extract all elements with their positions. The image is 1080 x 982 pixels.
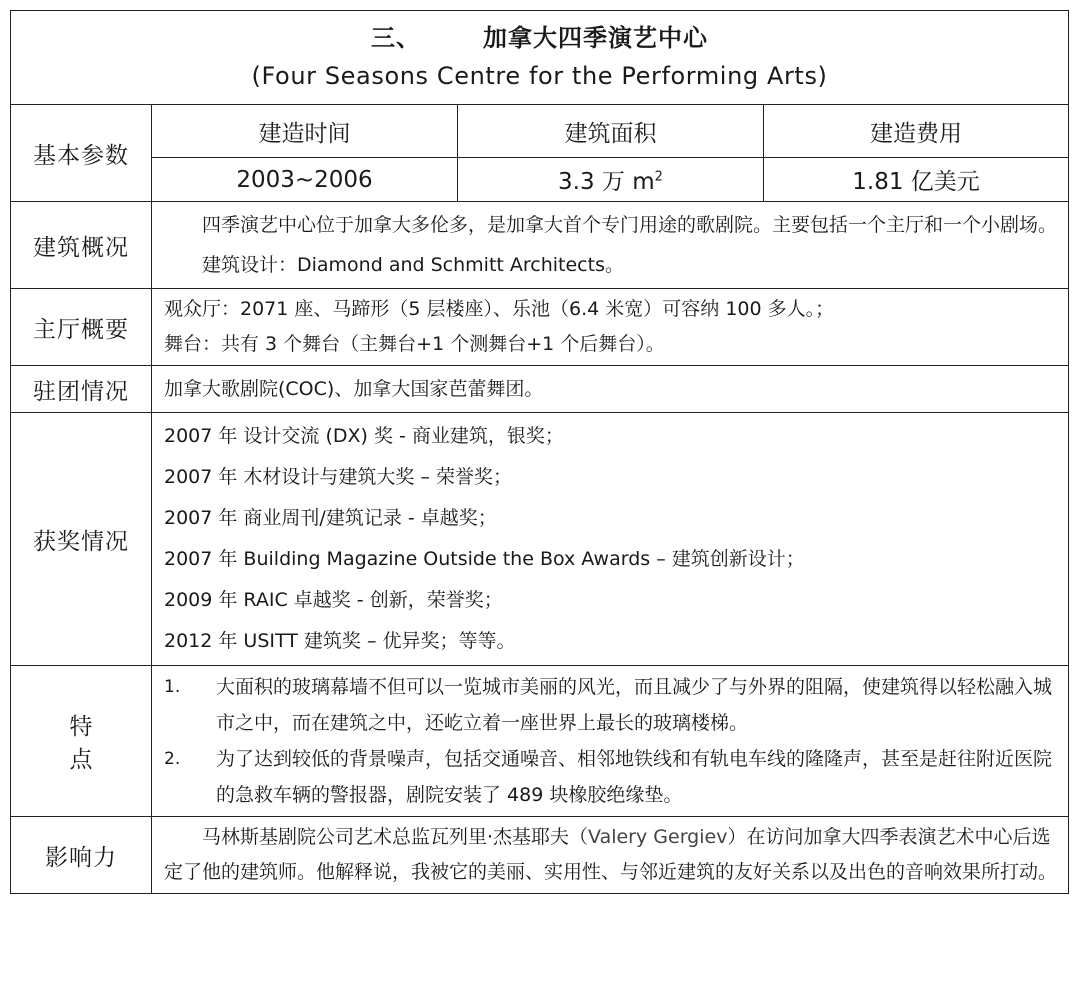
build-time-value: 2003~2006 [152, 158, 458, 202]
build-cost-value: 1.81 亿美元 [764, 158, 1069, 202]
basic-params-label: 基本参数 [11, 105, 152, 202]
build-area-number: 3.3 万 m [558, 169, 655, 195]
title-cell [11, 11, 1069, 105]
feature-text: 大面积的玻璃幕墙不但可以一览城市美丽的风光，而且减少了与外界的阻隔，使建筑得以轻松融入城市之中，而在建筑之中，还屹立着一座世界上最长的玻璃楼梯。 [216, 676, 1053, 734]
feature-number: 2. [164, 749, 181, 769]
influence-paragraph [164, 820, 1058, 890]
overview-paragraph-1: 四季演艺中心位于加拿大多伦多，是加拿大首个专门用途的歌剧院。主要包括一个主厅和一个小剧场。 [202, 214, 1058, 236]
feature-text: 为了达到较低的背景噪声，包括交通噪音、相邻地铁线和有轨电车线的隆隆声，甚至是赶往附近医院的急救车辆的警报器，剧院安装了 489 块橡胶绝缘垫。 [216, 748, 1053, 806]
section-number: 三、 [371, 24, 422, 53]
influence-content [152, 817, 1069, 894]
overview-label: 建筑概况 [11, 202, 152, 289]
resident-row [11, 366, 1069, 413]
area-unit-superscript: 2 [654, 169, 663, 185]
basic-params-header-row [11, 105, 1069, 158]
hall-line-1: 观众厅：2071 座、马蹄形（5 层楼座）、乐池（6.4 米宽）可容纳 100 多人。； [164, 298, 835, 320]
title-chinese-text: 加拿大四季演艺中心 [483, 24, 709, 53]
hall-content [152, 289, 1069, 366]
feature-item-2 [164, 741, 1058, 813]
award-item: 2007 年 商业周刊/建筑记录 - 卓越奖； [164, 507, 497, 529]
award-item: 2007 年 木材设计与建筑大奖 – 荣誉奖； [164, 466, 513, 488]
hall-row [11, 289, 1069, 366]
awards-label: 获奖情况 [11, 413, 152, 666]
build-time-header: 建造时间 [152, 105, 458, 158]
award-item: 2012 年 USITT 建筑奖 – 优异奖；等等。 [164, 630, 516, 652]
features-row [11, 666, 1069, 817]
overview-paragraph-2: 建筑设计：Diamond and Schmitt Architects。 [202, 254, 624, 276]
awards-content [152, 413, 1069, 666]
hall-label: 主厅概要 [11, 289, 152, 366]
title-row [11, 11, 1069, 105]
feature-number: 1. [164, 677, 181, 697]
build-cost-header: 建造费用 [764, 105, 1069, 158]
influence-text-a: 马林斯基剧院公司艺术总监瓦列里·杰基耶夫（ [202, 826, 589, 848]
awards-row [11, 413, 1069, 666]
influence-text-b: ）在访问加拿大四季表演艺术中心后选定了他的建筑师。他解释说，我被它的美丽、实用性、与邻近建筑的友好关系以及出色的音响效果所打动。 [164, 826, 1058, 883]
hall-line-2: 舞台：共有 3 个舞台（主舞台+1 个测舞台+1 个后舞台）。 [164, 333, 665, 355]
feature-item-1 [164, 669, 1058, 741]
features-content [152, 666, 1069, 817]
resident-label: 驻团情况 [11, 366, 152, 413]
award-item: 2007 年 设计交流 (DX) 奖 - 商业建筑，银奖； [164, 425, 564, 447]
title-english: (Four Seasons Centre for the Performing Arts) [251, 61, 828, 90]
title-chinese [11, 20, 1068, 57]
influence-label: 影响力 [11, 817, 152, 894]
build-area-value [458, 158, 764, 202]
info-table [10, 10, 1069, 894]
influence-row [11, 817, 1069, 894]
influence-english-name: Valery Gergiev [588, 826, 728, 848]
award-item: 2009 年 RAIC 卓越奖 - 创新，荣誉奖； [164, 589, 503, 611]
basic-params-value-row [11, 158, 1069, 202]
build-area-header: 建筑面积 [458, 105, 764, 158]
resident-content: 加拿大歌剧院(COC)、加拿大国家芭蕾舞团。 [152, 366, 1069, 413]
overview-row [11, 202, 1069, 289]
features-label: 特 点 [11, 666, 152, 817]
award-item: 2007 年 Building Magazine Outside the Box Awards – 建筑创新设计； [164, 548, 805, 570]
overview-content [152, 202, 1069, 289]
